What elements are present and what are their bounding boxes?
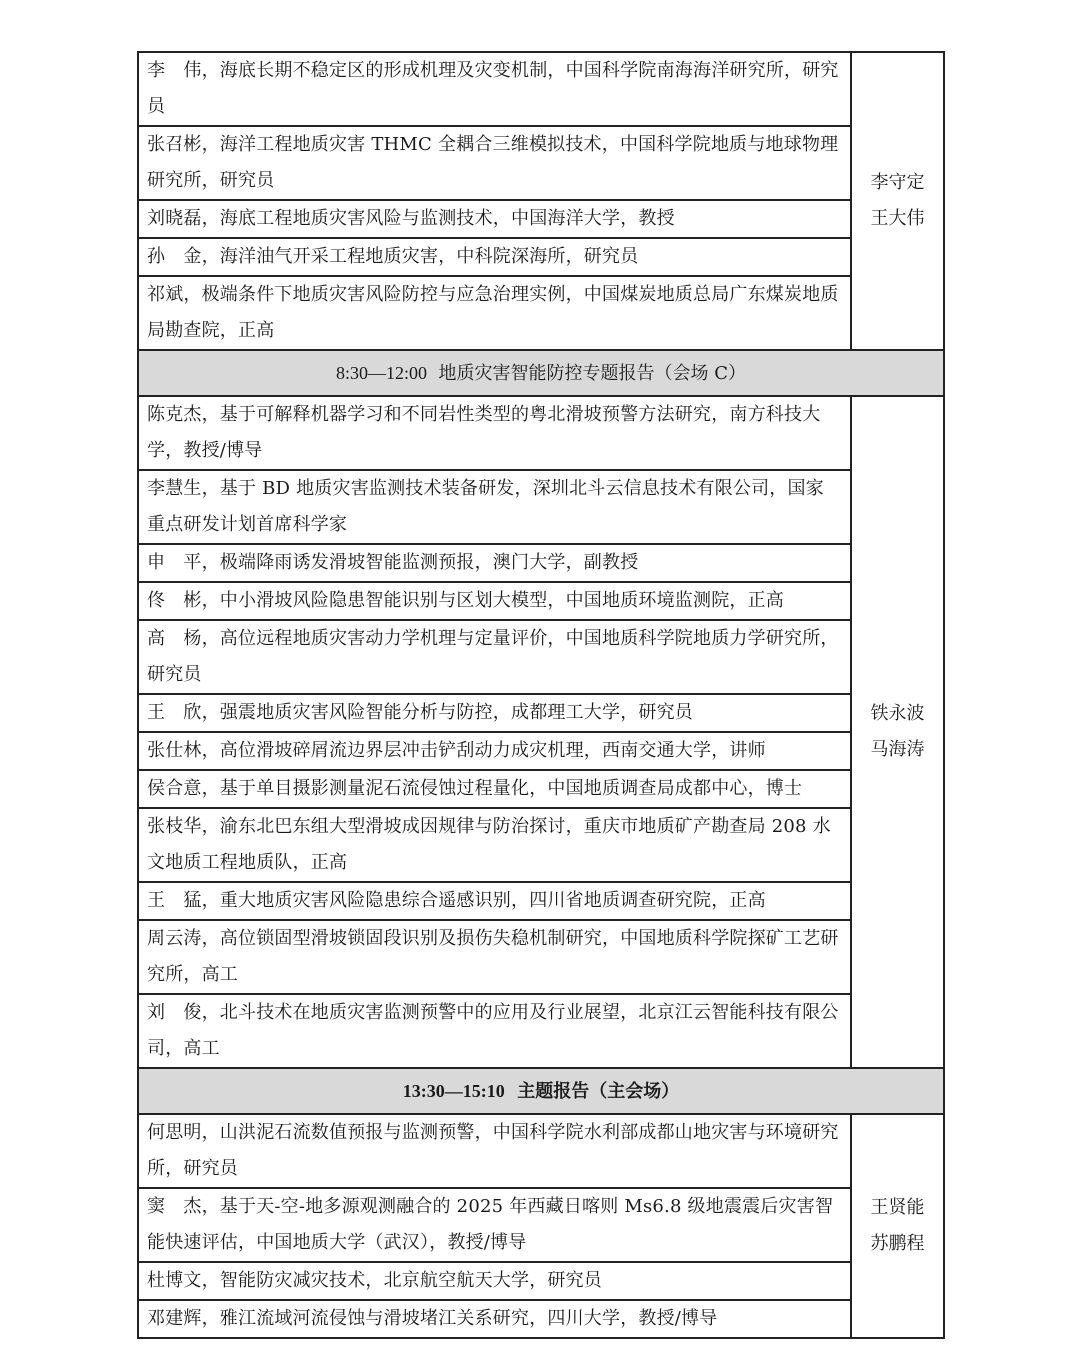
moderator-name: 王贤能: [870, 1197, 925, 1218]
speaker-entry: 刘晓磊，海底工程地质灾害风险与监测技术，中国海洋大学，教授: [138, 200, 851, 238]
speaker-entry: 佟 彬，中小滑坡风险隐患智能识别与区划大模型，中国地质环境监测院，正高: [138, 582, 851, 620]
table-row: [138, 126, 944, 200]
table-row: [138, 544, 944, 582]
speaker-entry: 侯合意，基于单目摄影测量泥石流侵蚀过程量化，中国地质调查局成都中心，博士: [138, 770, 851, 808]
section-title: 地质灾害智能防控专题报告（会场 C）: [438, 362, 746, 384]
table-row: [138, 1300, 944, 1338]
speaker-entry: 张枝华，渝东北巴东组大型滑坡成因规律与防治探讨，重庆市地质矿产勘查局 208 水文地质工程地质队，正高: [138, 808, 851, 882]
section-header: [138, 1068, 944, 1114]
table-row: [138, 470, 944, 544]
speaker-entry: 申 平，极端降雨诱发滑坡智能监测预报，澳门大学，副教授: [138, 544, 851, 582]
section-header-row: [138, 350, 944, 396]
moderators-cell: [851, 52, 944, 350]
table-row: [138, 920, 944, 994]
moderator-name: 苏鹏程: [870, 1233, 925, 1254]
table-row: [138, 1188, 944, 1262]
table-row: [138, 52, 944, 126]
section-header: [138, 350, 944, 396]
section-time: 8:30—12:00: [336, 362, 428, 383]
speaker-entry: 窦 杰，基于天-空-地多源观测融合的 2025 年西藏日喀则 Ms6.8 级地震震后灾害智能快速评估，中国地质大学（武汉），教授/博导: [138, 1188, 851, 1262]
moderator-name: 王大伟: [870, 208, 925, 229]
speaker-entry: 王 猛，重大地质灾害风险隐患综合遥感识别，四川省地质调查研究院，正高: [138, 882, 851, 920]
speaker-entry: 高 杨，高位远程地质灾害动力学机理与定量评价，中国地质科学院地质力学研究所，研究员: [138, 620, 851, 694]
table-row: [138, 200, 944, 238]
moderators-cell: [851, 1114, 944, 1338]
speaker-entry: 孙 金，海洋油气开采工程地质灾害，中科院深海所，研究员: [138, 238, 851, 276]
section-time: 13:30—15:10: [402, 1080, 505, 1101]
table-row: [138, 238, 944, 276]
section-header-row: [138, 1068, 944, 1114]
speaker-entry: 祁斌，极端条件下地质灾害风险防控与应急治理实例，中国煤炭地质总局广东煤炭地质局勘查院，正高: [138, 276, 851, 350]
speaker-entry: 陈克杰，基于可解释机器学习和不同岩性类型的粤北滑坡预警方法研究，南方科技大学，教授/博导: [138, 396, 851, 470]
table-row: [138, 276, 944, 350]
moderator-name: 铁永波: [870, 703, 925, 724]
speaker-entry: 邓建辉，雅江流域河流侵蚀与滑坡堵江关系研究，四川大学，教授/博导: [138, 1300, 851, 1338]
table-row: [138, 994, 944, 1068]
program-table: [137, 51, 945, 1339]
section-spacer: [427, 363, 438, 384]
table-row: [138, 582, 944, 620]
speaker-entry: 李慧生，基于 BD 地质灾害监测技术装备研发，深圳北斗云信息技术有限公司，国家重点研发计划首席科学家: [138, 470, 851, 544]
table-row: [138, 1114, 944, 1188]
table-row: [138, 620, 944, 694]
table-row: [138, 694, 944, 732]
table-row: [138, 732, 944, 770]
speaker-entry: 王 欣，强震地质灾害风险智能分析与防控，成都理工大学，研究员: [138, 694, 851, 732]
speaker-entry: 杜博文，智能防灾减灾技术，北京航空航天大学，研究员: [138, 1262, 851, 1300]
moderators-cell: [851, 396, 944, 1068]
section-spacer: [505, 1081, 518, 1102]
speaker-entry: 刘 俊，北斗技术在地质灾害监测预警中的应用及行业展望，北京江云智能科技有限公司，高工: [138, 994, 851, 1068]
moderator-name: 马海涛: [870, 739, 925, 760]
speaker-entry: 张召彬，海洋工程地质灾害 THMC 全耦合三维模拟技术，中国科学院地质与地球物理研究所，研究员: [138, 126, 851, 200]
speaker-entry: 何思明，山洪泥石流数值预报与监测预警，中国科学院水利部成都山地灾害与环境研究所，研究员: [138, 1114, 851, 1188]
table-row: [138, 396, 944, 470]
table-row: [138, 1262, 944, 1300]
section-title: 主题报告（主会场）: [517, 1080, 680, 1102]
speaker-entry: 李 伟，海底长期不稳定区的形成机理及灾变机制，中国科学院南海海洋研究所，研究员: [138, 52, 851, 126]
table-row: [138, 882, 944, 920]
table-row: [138, 808, 944, 882]
speaker-entry: 张仕林，高位滑坡碎屑流边界层冲击铲刮动力成灾机理，西南交通大学，讲师: [138, 732, 851, 770]
table-row: [138, 770, 944, 808]
speaker-entry: 周云涛，高位锁固型滑坡锁固段识别及损伤失稳机制研究，中国地质科学院探矿工艺研究所，高工: [138, 920, 851, 994]
moderator-name: 李守定: [870, 172, 925, 193]
program-table-body: [138, 52, 944, 1338]
